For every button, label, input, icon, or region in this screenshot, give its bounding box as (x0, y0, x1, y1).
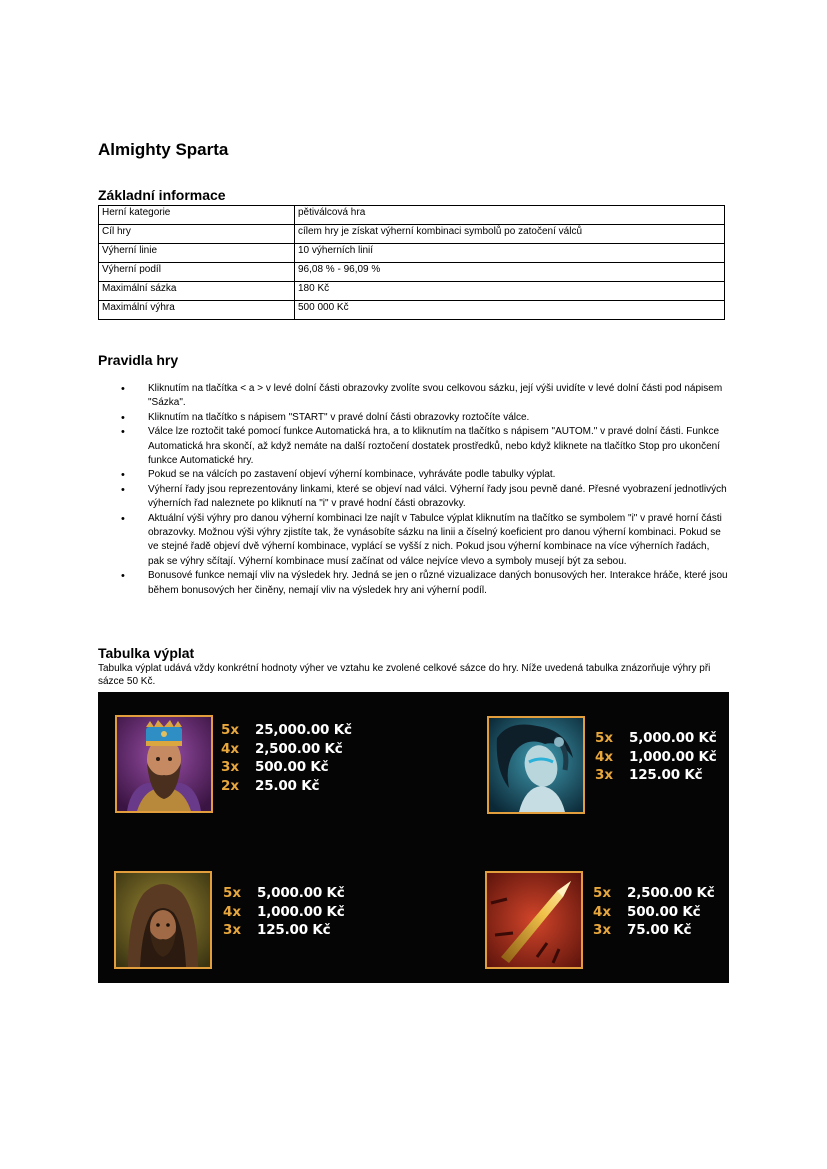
paytable-image (98, 692, 729, 983)
paytable-heading: Tabulka výplat (98, 645, 195, 661)
list-item: • Výherní řady jsou reprezentovány linkami, které se objeví nad válci. Výherní řady jsou pevně dané. Přesné vyobrazení jednotlivých výherních řad naleznete po kliknutí na "i" v pravé hodní části obrazovky. (98, 483, 728, 512)
row-label: Výherní linie (99, 244, 295, 263)
document-title: Almighty Sparta (98, 140, 229, 159)
multiplier: 4x (593, 903, 612, 920)
multiplier: 4x (595, 748, 614, 765)
basic-info-heading: Základní informace (98, 187, 226, 203)
spear-pays (593, 885, 715, 941)
multiplier: 3x (221, 759, 240, 776)
payout-amount: 500.00 Kč (255, 759, 329, 776)
row-value: 500 000 Kč (295, 301, 725, 320)
pay-row (595, 749, 717, 768)
rules-heading: Pravidla hry (98, 352, 179, 368)
multiplier: 3x (223, 922, 242, 939)
hooded-man-portrait-icon (114, 871, 212, 969)
pay-row (593, 922, 715, 941)
list-item: • Pokud se na válcích po zastavení objeví výherní kombinace, vyhráváte podle tabulky výplat. (98, 468, 728, 482)
row-value: pětiválcová hra (295, 206, 725, 225)
pay-row (221, 722, 352, 741)
pay-row (595, 767, 717, 786)
row-label: Výherní podíl (99, 263, 295, 282)
list-item: • Kliknutím na tlačítko s nápisem "START" v pravé dolní části obrazovky roztočíte válce. (98, 411, 728, 425)
multiplier: 3x (595, 767, 614, 784)
spear-icon (485, 871, 583, 969)
row-label: Cíl hry (99, 225, 295, 244)
multiplier: 4x (223, 903, 242, 920)
hooded-man-pays (223, 885, 345, 941)
pay-row (223, 904, 345, 923)
list-item: • Bonusové funkce nemají vliv na výsledek hry. Jedná se jen o různé vizualizace daných bonusových her. Interakce hráče, které jsou během bonusových her činěny, nemají vliv na výsledek hry ani výherní podíl. (98, 569, 728, 598)
row-value: 180 Kč (295, 282, 725, 301)
multiplier: 5x (595, 730, 614, 746)
list-item: • Kliknutím na tlačítka < a > v levé dolní části obrazovky zvolíte svou celkovou sázku, její výši uvidíte v levé dolní části pod nápisem "Sázka". (98, 382, 728, 411)
table-row (99, 282, 725, 301)
row-value: 10 výherních linií (295, 244, 725, 263)
payout-amount: 5,000.00 Kč (629, 730, 717, 746)
king-pays (221, 722, 352, 796)
row-value: cílem hry je získat výherní kombinaci symbolů po zatočení válců (295, 225, 725, 244)
payout-amount: 75.00 Kč (627, 922, 692, 939)
payout-amount: 25.00 Kč (255, 777, 320, 794)
table-row (99, 301, 725, 320)
payout-amount: 125.00 Kč (629, 767, 703, 784)
payout-amount: 125.00 Kč (257, 922, 331, 939)
pay-row (595, 730, 717, 749)
row-label: Herní kategorie (99, 206, 295, 225)
list-item: • Válce lze roztočit také pomocí funkce Automatická hra, a to kliknutím na tlačítko s nápisem "AUTOM." v pravé dolní části. Funkce Automatická hra skončí, až když nemáte na další roztočení dostatek prostředků, nebo když kliknete na tlačítko Stop pro ukončení funkce Automatické hry. (98, 425, 728, 468)
row-label: Maximální výhra (99, 301, 295, 320)
table-row (99, 244, 725, 263)
multiplier: 3x (593, 922, 612, 939)
row-value: 96,08 % - 96,09 % (295, 263, 725, 282)
multiplier: 2x (221, 777, 240, 794)
pay-row (221, 778, 352, 797)
pay-row (221, 759, 352, 778)
table-row (99, 206, 725, 225)
multiplier: 5x (221, 722, 240, 738)
payout-amount: 2,500.00 Kč (255, 740, 343, 757)
table-row (99, 225, 725, 244)
payout-amount: 1,000.00 Kč (629, 748, 717, 765)
list-item: • Aktuální výši výhry pro danou výherní kombinaci lze najít v Tabulce výplat kliknutím na tlačítko se symbolem "i" v pravé horní části obrazovky. Možnou výši výhry zjistíte tak, že vynásobíte sázku na linii a číselný koeficient pro danou výherní kombinaci. Pokud se ve stejné řadě objeví dvě výherní kombinace, vyplácí se vyšší z nich. Pokud jsou výherní kombinace na více výherních řadách, pak se výhry sčítají. Výherní kombinace musí začínat od válce nejvíce vlevo a symboly musejí být za sebou. (98, 512, 728, 570)
woman-pays (595, 730, 717, 786)
table-row (99, 263, 725, 282)
row-label: Maximální sázka (99, 282, 295, 301)
woman-portrait-icon (487, 716, 585, 814)
multiplier: 4x (221, 740, 240, 757)
pay-row (223, 885, 345, 904)
multiplier: 5x (223, 885, 242, 901)
pay-row (593, 904, 715, 923)
pay-row (223, 922, 345, 941)
payout-amount: 2,500.00 Kč (627, 885, 715, 901)
payout-amount: 500.00 Kč (627, 903, 701, 920)
pay-row (593, 885, 715, 904)
paytable-description: Tabulka výplat udává vždy konkrétní hodnoty výher ve vztahu ke zvolené celkové sázce do hry. Níže uvedená tabulka znázorňuje výhry při sázce 50 Kč. (98, 663, 711, 687)
basic-info-table (98, 205, 725, 320)
pay-row (221, 741, 352, 760)
multiplier: 5x (593, 885, 612, 901)
king-portrait-icon (115, 715, 213, 813)
rules-list (98, 382, 728, 598)
payout-amount: 5,000.00 Kč (257, 885, 345, 901)
payout-amount: 25,000.00 Kč (255, 722, 352, 738)
payout-amount: 1,000.00 Kč (257, 903, 345, 920)
